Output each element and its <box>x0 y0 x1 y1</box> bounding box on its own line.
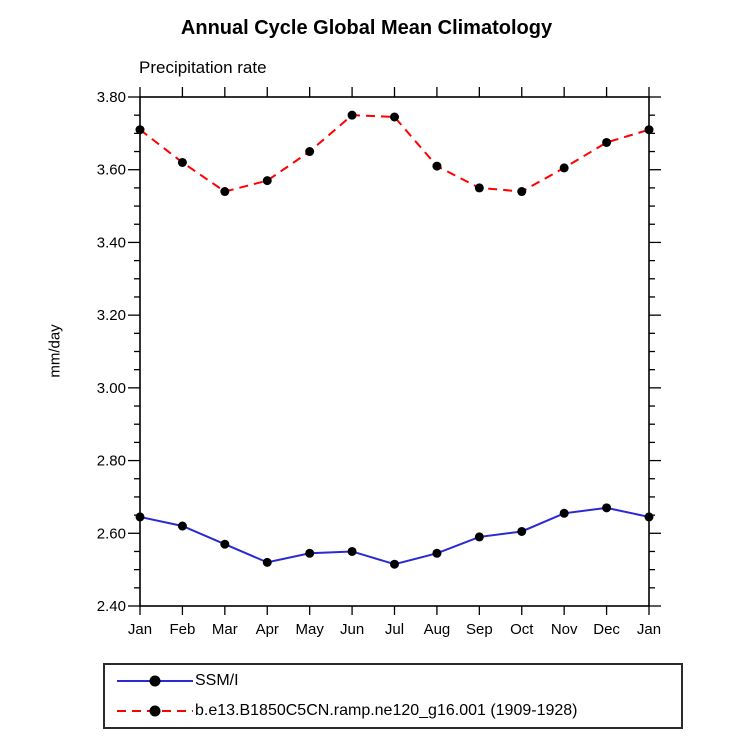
y-axis-label: mm/day <box>46 324 64 378</box>
y-tick-label: 3.40 <box>96 234 126 252</box>
legend-box <box>103 663 683 729</box>
y-tick-label: 3.60 <box>96 161 126 179</box>
series-1-point-Jun <box>348 111 357 120</box>
y-tick-label: 2.60 <box>96 525 126 543</box>
legend-item-ssmi <box>105 668 681 694</box>
series-1-point-Jan <box>645 125 654 134</box>
series-0-point-Jul <box>390 560 399 569</box>
series-1-point-Oct <box>517 187 526 196</box>
x-tick-label: Oct <box>510 621 534 638</box>
plot-frame <box>140 97 649 606</box>
series-0-point-Jun <box>348 547 357 556</box>
y-tick-label: 3.20 <box>96 307 126 325</box>
y-tick-label: 3.80 <box>96 89 126 106</box>
series-0-point-Sep <box>475 532 484 541</box>
legend-sample-model-line <box>115 704 195 718</box>
series-1-point-Sep <box>475 183 484 192</box>
series-1-point-May <box>305 147 314 156</box>
series-0-point-May <box>305 549 314 558</box>
series-0-point-Feb <box>178 522 187 531</box>
legend-sample-ssmi-line <box>115 674 195 688</box>
series-0-point-Aug <box>432 549 441 558</box>
x-tick-label: Sep <box>465 621 493 638</box>
legend-label-model: b.e13.B1850C5CN.ramp.ne120_g16.001 (1909-1928) <box>195 701 578 719</box>
series-0-point-Oct <box>517 527 526 536</box>
x-tick-label: Jan <box>636 621 662 638</box>
legend-marker-dot <box>150 705 161 716</box>
chart-title: Annual Cycle Global Mean Climatology <box>180 17 553 39</box>
series-line-1 <box>140 115 649 191</box>
series-1-point-Aug <box>432 162 441 171</box>
y-tick-label: 2.40 <box>96 598 126 615</box>
series-0-point-Dec <box>602 503 611 512</box>
x-tick-label: Jul <box>384 621 405 638</box>
legend-marker-dot <box>150 676 161 687</box>
series-0-point-Jan <box>645 512 654 521</box>
series-1-point-Jan <box>136 125 145 134</box>
series-0-point-Mar <box>220 540 229 549</box>
series-0-point-Jan <box>136 512 145 521</box>
y-tick-label: 2.80 <box>96 452 126 470</box>
x-tick-label: Feb <box>169 621 196 638</box>
x-tick-label: Aug <box>423 621 451 638</box>
series-1-point-Mar <box>220 187 229 196</box>
x-tick-label: Nov <box>550 621 578 638</box>
series-0-point-Nov <box>560 509 569 518</box>
series-1-point-Nov <box>560 163 569 172</box>
series-1-point-Jul <box>390 112 399 121</box>
chart-subtitle: Precipitation rate <box>139 58 267 77</box>
legend-item-model <box>105 698 681 724</box>
series-1-point-Dec <box>602 138 611 147</box>
series-0-point-Apr <box>263 558 272 567</box>
x-tick-label: Apr <box>255 621 279 638</box>
x-tick-label: Jun <box>339 621 365 638</box>
y-tick-label: 3.00 <box>96 379 126 397</box>
x-tick-label: Mar <box>211 621 238 638</box>
x-tick-label: Dec <box>593 621 620 638</box>
x-tick-label: May <box>295 621 324 638</box>
series-1-point-Apr <box>263 176 272 185</box>
x-tick-label: Jan <box>127 621 153 638</box>
series-line-0 <box>140 508 649 564</box>
legend-label-ssmi: SSM/I <box>195 672 239 690</box>
series-1-point-Feb <box>178 158 187 167</box>
